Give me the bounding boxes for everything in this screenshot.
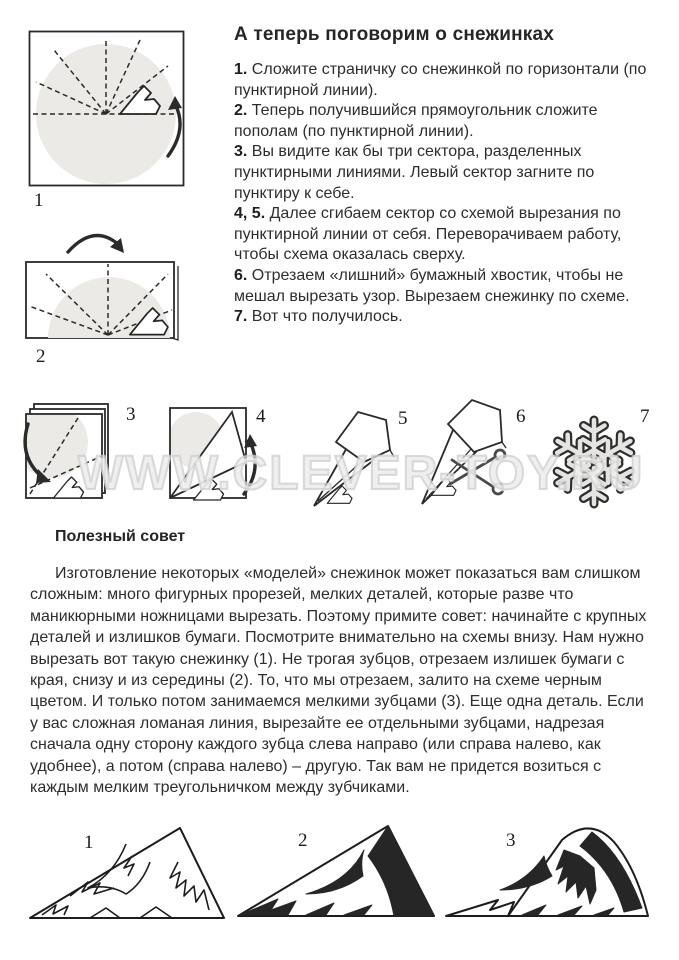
step-number: 2. [234, 102, 248, 120]
intro-section [234, 24, 652, 328]
page-title: А теперь поговорим о снежинках [234, 24, 555, 45]
step-text: Отрезаем «лишний» бумажный хвостик, чтобы не мешал вырезать узор. Вырезаем снежинку по схеме. [234, 266, 630, 305]
figure-label: 1 [84, 832, 94, 853]
figure-label: 7 [640, 406, 650, 427]
step-text: Вы видите как бы три сектора, разделенных пунктирными линиями. Левый сектор загните по пунктиру к себе. [234, 143, 595, 202]
step-number: 7. [234, 308, 248, 326]
figure-label: 2 [36, 346, 46, 367]
figure-label: 3 [506, 830, 516, 851]
cut-stage-1-figure [28, 822, 228, 924]
fold-step-4-figure [156, 400, 262, 506]
folded-triangle [30, 828, 224, 918]
figure-label: 3 [126, 404, 136, 425]
step-text: Далее сгибаем сектор со схемой вырезания по пунктирной линии от себя. Переворачиваем работу, чтобы схема оказалась сверху. [234, 205, 622, 264]
fold-step-5-figure [310, 400, 406, 512]
step-number: 4, 5. [234, 205, 266, 223]
instruction-step [234, 204, 652, 266]
figure-label: 1 [34, 190, 44, 211]
figure-label: 5 [398, 408, 408, 429]
figure-label: 6 [516, 406, 526, 427]
figure-label: 4 [256, 406, 266, 427]
snowflake-icon [546, 408, 642, 512]
step-number: 3. [234, 143, 248, 161]
step-number: 6. [234, 266, 248, 284]
advice-section [30, 528, 654, 798]
fold-step-3-figure [18, 398, 122, 504]
fold-step-6-figure [416, 398, 526, 510]
advice-heading: Полезный совет [55, 528, 186, 545]
cut-stage-2-figure [236, 820, 438, 922]
fold-step-1-figure [28, 30, 185, 187]
step-text: Сложите страничку со снежинкой по горизонтали (по пунктирной линии). [234, 61, 647, 99]
step-text: Вот что получилось. [251, 308, 403, 326]
watermark: WWW.CLEVER-TOY.RU [78, 447, 645, 500]
page-edge [502, 442, 506, 448]
fold-arrow-icon [68, 236, 124, 253]
instruction-step [234, 142, 652, 204]
fold-step-2-figure [12, 220, 184, 362]
instruction-step [234, 307, 652, 328]
advice-body: Изготовление некоторых «моделей» снежинок может показаться вам слишком сложным: много фигурных прорезей, мелких деталей, которые разве что маникюрными ножницами вырезать. Поэтому примите совет: начинайте с крупных деталей и излишков бумаги. Посмотрите внимательно на схемы внизу. Нам нужно вырезать вот такую снежинку (1). Не трогая зубцов, отрезаем излишек бумаги с края, снизу и из середины (2). То, что мы отрезаем, залито на схеме черным цветом. И только потом занимаемся мелкими зубцами (3). Еще одна деталь. Если у вас сложная ломаная линия, вырезайте ее отдельными зубцами, надрезая сначала одну сторону каждого зубца слева направо (или справа налево, как удобнее), а потом (справа налево) – другую. Так вам не придется возиться с каждым мелким треугольничком между зубчиками. [30, 565, 647, 797]
instruction-step [234, 266, 652, 307]
instruction-step [234, 60, 652, 101]
step-text: Теперь получившийся прямоугольник сложите пополам (по пунктирной линии). [234, 102, 598, 140]
figure-label: 2 [298, 830, 308, 851]
page-edge [390, 450, 394, 457]
cut-stage-3-figure [442, 820, 654, 922]
instruction-step [234, 101, 652, 142]
step-number: 1. [234, 61, 248, 78]
